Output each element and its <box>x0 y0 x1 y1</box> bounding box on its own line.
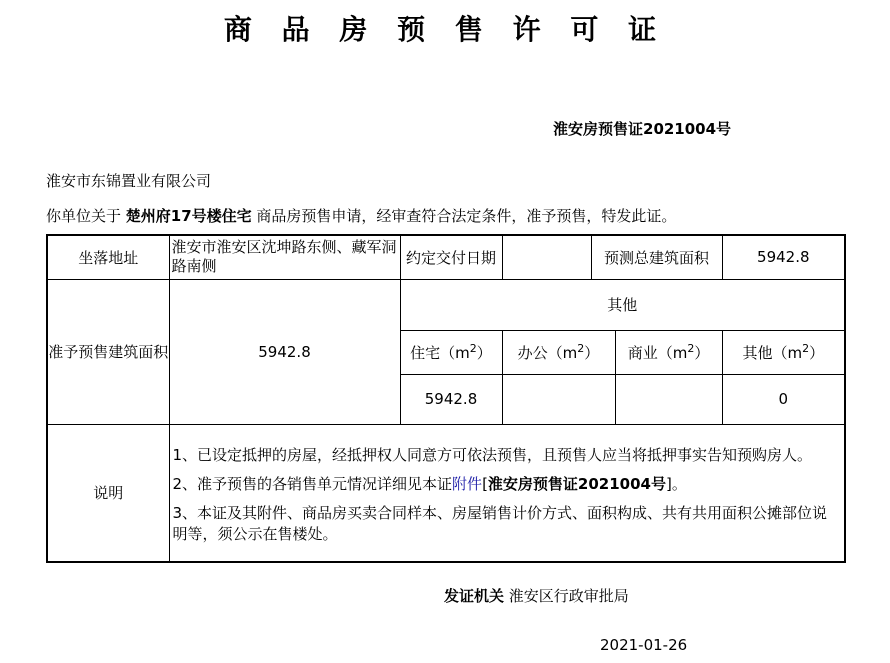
intro-text <box>46 205 676 226</box>
location-label: 坐落地址 <box>47 235 169 279</box>
intro-suffix: 商品房预售申请，经审查符合法定条件，准予预售，特发此证。 <box>251 207 677 225</box>
total-area-value: 5942.8 <box>722 235 845 279</box>
permit-table <box>46 234 846 563</box>
certificate-number: 淮安房预售证2021004号 <box>553 120 732 138</box>
page-title: 商 品 房 预 售 许 可 证 <box>223 13 667 46</box>
note-2-cert-number: 淮安房预售证2021004号 <box>487 474 666 493</box>
office-value <box>502 374 615 424</box>
approved-area-label: 准予预售建筑面积 <box>47 279 169 424</box>
attachment-link[interactable]: 附件 <box>452 474 483 493</box>
office-label: 办公$(m^2)$ <box>502 330 615 374</box>
other-type-label: 其他$(m^2)$ <box>722 330 845 374</box>
delivery-date-label: 约定交付日期 <box>400 235 502 279</box>
issue-date: 2021-01-26 <box>600 636 688 654</box>
notes-label: 说明 <box>47 424 169 562</box>
residential-label: 住宅$(m^2)$ <box>400 330 502 374</box>
commercial-label: 商业$(m^2)$ <box>615 330 722 374</box>
other-type-value: 0 <box>722 374 845 424</box>
intro-prefix: 你单位关于 <box>46 207 126 225</box>
note-3: 3、本证及其附件、商品房买卖合同样本、房屋销售计价方式、面积构成、共有共用面积公摊部位说明等，须公示在售楼处。 <box>172 503 828 543</box>
delivery-date-value <box>502 235 591 279</box>
issuer <box>444 585 629 606</box>
total-area-label: 预测总建筑面积 <box>591 235 722 279</box>
commercial-value <box>615 374 722 424</box>
residential-value: 5942.8 <box>400 374 502 424</box>
note-2: 2、准予预售的各销售单元情况详细见本证附件[淮安房预售证2021004号]。 <box>172 474 687 493</box>
note-1: 1、已设定抵押的房屋，经抵押权人同意方可依法预售，且预售人应当将抵押事实告知预购房人。 <box>172 445 813 464</box>
project-name: 楚州府17号楼住宅 <box>125 207 252 225</box>
location-value: 淮安市淮安区沈坤路东侧、藏军洞路南侧 <box>169 235 400 279</box>
approved-area-value: 5942.8 <box>169 279 400 424</box>
issuer-label: 发证机关 <box>444 587 505 605</box>
company-name: 淮安市东锦置业有限公司 <box>46 172 212 190</box>
notes-content <box>169 424 845 562</box>
issuer-value: 淮安区行政审批局 <box>504 587 629 605</box>
other-header: 其他 <box>400 279 845 330</box>
